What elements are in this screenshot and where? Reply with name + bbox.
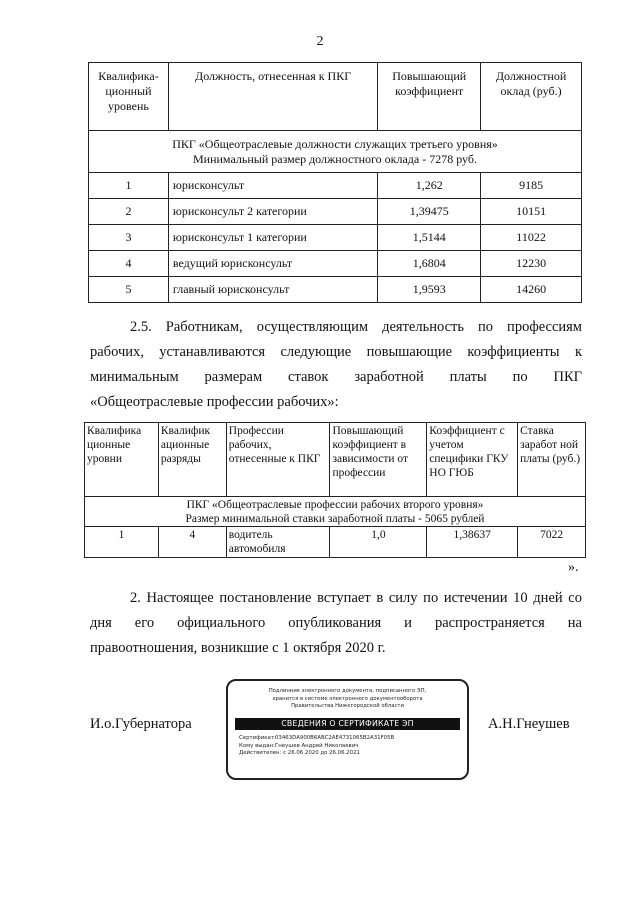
header-professions: Профессии рабочих, отнесенные к ПКГ — [226, 423, 330, 497]
electronic-signature-stamp — [226, 679, 469, 780]
salary-table-workers — [84, 422, 586, 558]
group-title: ПКГ «Общеотраслевые профессии рабочих второго уровня» — [186, 498, 484, 511]
stamp-notice-line: хранится в системе электронного документооборота — [272, 695, 423, 702]
signer-title: И.о.Губернатора — [90, 716, 192, 732]
table-row — [89, 277, 582, 303]
table-header-row — [89, 63, 582, 131]
cell-specific-coefficient: 1,38637 — [427, 527, 518, 558]
stamp-notice-line: Подлинник электронного документа, подписанного ЭП, — [268, 688, 427, 694]
cert-label: Сертификат: — [239, 734, 276, 741]
cell-coefficient: 1,6804 — [378, 251, 481, 277]
cell-position: юрисконсульт 1 категории — [168, 225, 377, 251]
group-cell — [85, 497, 586, 527]
closing-quote: ». — [568, 560, 579, 575]
table-header-row — [85, 423, 586, 497]
cell-salary: 12230 — [481, 251, 582, 277]
paragraph-line: дня его официального опубликования и распространяется на — [90, 615, 582, 631]
cell-rate: 7022 — [518, 527, 586, 558]
cell-position: ведущий юрисконсульт — [168, 251, 377, 277]
stamp-notice-line: Правительства Нижегородской области — [291, 703, 404, 710]
cell-salary: 14260 — [481, 277, 582, 303]
table-row — [89, 251, 582, 277]
cell-coefficient: 1,0 — [330, 527, 427, 558]
cell-position: юрисконсульт 2 категории — [168, 199, 377, 225]
signer-name: А.Н.Гнеушев — [488, 716, 570, 732]
cell-level: 1 — [85, 527, 159, 558]
valid-value: с 26.06.2020 до 26.06.2021 — [283, 750, 360, 757]
table-row — [89, 225, 582, 251]
paragraph-line: рабочих, устанавливаются следующие повышающие коэффициенты к — [90, 344, 582, 360]
header-salary: Должностной оклад (руб.) — [481, 63, 582, 131]
paragraph-line: «Общеотраслевые профессии рабочих»: — [90, 394, 339, 410]
paragraph-line: 2. Настоящее постановление вступает в силу по истечении 10 дней со — [130, 590, 582, 606]
header-wage-rate: Ставка заработ ной платы (руб.) — [518, 423, 586, 497]
cell-coefficient: 1,262 — [378, 173, 481, 199]
cell-salary: 9185 — [481, 173, 582, 199]
cell-level: 1 — [89, 173, 169, 199]
cell-grade: 4 — [158, 527, 226, 558]
group-row — [85, 497, 586, 527]
cell-position: юрисконсульт — [168, 173, 377, 199]
group-cell — [89, 131, 582, 173]
cell-salary: 10151 — [481, 199, 582, 225]
cell-coefficient: 1,5144 — [378, 225, 481, 251]
table-row — [85, 527, 586, 558]
header-qualification-levels: Квалифика ционные уровни — [85, 423, 159, 497]
stamp-notice — [233, 688, 462, 711]
cert-value: 03463DA900B6ABC2AE4731065B2A31F05B — [275, 734, 395, 741]
cell-level: 4 — [89, 251, 169, 277]
group-title: ПКГ «Общеотраслевые должности служащих третьего уровня» — [172, 136, 498, 151]
cell-coefficient: 1,9593 — [378, 277, 481, 303]
table-row — [89, 173, 582, 199]
header-position: Должность, отнесенная к ПКГ — [168, 63, 377, 131]
header-coefficient: Повышающий коэффициент — [378, 63, 481, 131]
cell-level: 5 — [89, 277, 169, 303]
paragraph-line: минимальным размерам ставок заработной платы по ПКГ — [90, 369, 582, 385]
paragraph-2 — [90, 586, 582, 661]
valid-label: Действителен: — [239, 750, 282, 757]
header-specific-coefficient: Коэффициент с учетом специфики ГКУ НО ГЮБ — [427, 423, 518, 497]
cell-profession: водитель автомобиля — [226, 527, 330, 558]
cell-level: 2 — [89, 199, 169, 225]
paragraph-2-5 — [90, 315, 582, 415]
group-min-salary: Минимальный размер должностного оклада - 7278 руб. — [193, 151, 477, 166]
stamp-details — [233, 735, 462, 758]
header-profession-coefficient: Повышающий коэффициент в зависимости от профессии — [330, 423, 427, 497]
header-qualification-level: Квалифика-ционный уровень — [89, 63, 169, 131]
cell-coefficient: 1,39475 — [378, 199, 481, 225]
group-row — [89, 131, 582, 173]
paragraph-line: правоотношения, возникшие с 1 октября 2020 г. — [90, 640, 386, 656]
cell-position: главный юрисконсульт — [168, 277, 377, 303]
stamp-certificate-band: СВЕДЕНИЯ О СЕРТИФИКАТЕ ЭП — [235, 718, 460, 730]
table-row — [89, 199, 582, 225]
cell-level: 3 — [89, 225, 169, 251]
owner-value: Гнеушев Андрей Николаевич — [275, 742, 359, 749]
group-min-rate: Размер минимальной ставки заработной платы - 5065 рублей — [185, 512, 485, 525]
owner-label: Кому выдан: — [239, 742, 275, 749]
header-qualification-grades: Квалифик ационные разряды — [158, 423, 226, 497]
salary-table-positions — [88, 62, 582, 303]
paragraph-line: 2.5. Работникам, осуществляющим деятельность по профессиям — [130, 319, 582, 335]
cell-salary: 11022 — [481, 225, 582, 251]
page-number: 2 — [316, 34, 324, 49]
